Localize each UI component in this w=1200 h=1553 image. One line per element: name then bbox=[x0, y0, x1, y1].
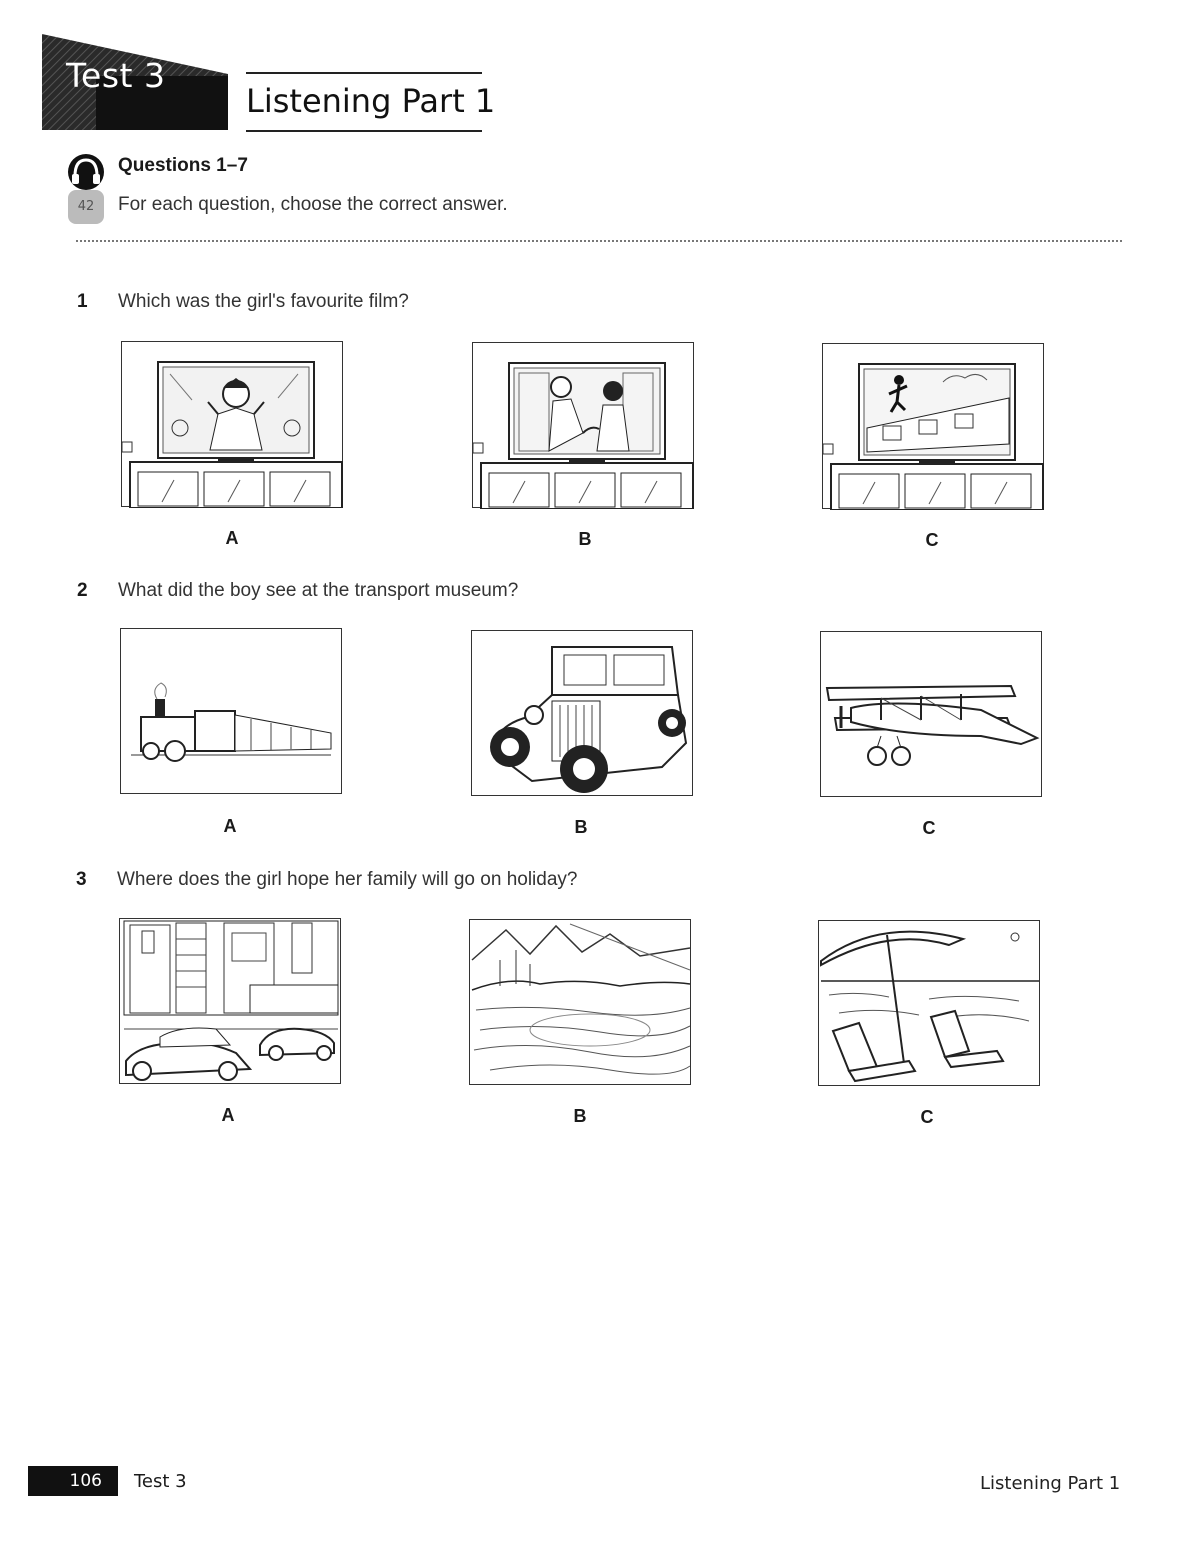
option-label-3b[interactable]: B bbox=[573, 1106, 587, 1126]
tv-vampire-film-illustration bbox=[122, 342, 344, 508]
audio-track-badge bbox=[66, 152, 106, 228]
option-picture-2c[interactable] bbox=[820, 631, 1042, 797]
tv-romance-film-illustration bbox=[473, 343, 695, 509]
option-picture-3a[interactable] bbox=[119, 918, 341, 1084]
instruction-text: For each question, choose the correct answer. bbox=[118, 194, 508, 215]
vintage-car-illustration bbox=[472, 631, 694, 797]
option-label-1b[interactable]: B bbox=[578, 529, 592, 549]
question-text: Where does the girl hope her family will go on holiday? bbox=[117, 869, 578, 890]
footer-part-label: Listening Part 1 bbox=[980, 1473, 1121, 1494]
option-label-1a[interactable]: A bbox=[225, 528, 239, 548]
question-text: Which was the girl's favourite film? bbox=[118, 291, 409, 312]
question-text: What did the boy see at the transport museum? bbox=[118, 580, 519, 601]
option-label-2c[interactable]: C bbox=[922, 818, 936, 838]
option-label-2a[interactable]: A bbox=[223, 816, 237, 836]
headphones-icon bbox=[66, 152, 106, 228]
option-picture-2b[interactable] bbox=[471, 630, 693, 796]
dotted-divider bbox=[76, 240, 1122, 242]
option-picture-1c[interactable] bbox=[822, 343, 1044, 509]
page-title: Listening Part 1 bbox=[246, 82, 496, 120]
page-number: 106 bbox=[69, 1471, 102, 1491]
option-picture-2a[interactable] bbox=[120, 628, 342, 794]
option-label-1c[interactable]: C bbox=[925, 530, 939, 550]
question-number: 3 bbox=[76, 869, 87, 890]
lake-mountains-illustration bbox=[470, 920, 692, 1086]
steam-train-illustration bbox=[121, 629, 343, 795]
city-street-illustration bbox=[120, 919, 342, 1085]
question-number: 1 bbox=[77, 291, 88, 312]
test-label: Test 3 bbox=[66, 56, 166, 95]
option-label-2b[interactable]: B bbox=[574, 817, 588, 837]
questions-range: Questions 1–7 bbox=[118, 155, 248, 176]
question-number: 2 bbox=[77, 580, 88, 601]
track-number: 42 bbox=[77, 199, 95, 214]
part-title-box bbox=[246, 72, 496, 132]
option-label-3a[interactable]: A bbox=[221, 1105, 235, 1125]
option-picture-1a[interactable] bbox=[121, 341, 343, 507]
tv-action-train-film-illustration bbox=[823, 344, 1045, 510]
footer-test-label: Test 3 bbox=[134, 1471, 187, 1492]
biplane-illustration bbox=[821, 632, 1043, 798]
option-picture-3b[interactable] bbox=[469, 919, 691, 1085]
option-picture-1b[interactable] bbox=[472, 342, 694, 508]
page-number-badge bbox=[28, 1466, 118, 1496]
beach-illustration bbox=[819, 921, 1041, 1087]
option-label-3c[interactable]: C bbox=[920, 1107, 934, 1127]
option-picture-3c[interactable] bbox=[818, 920, 1040, 1086]
